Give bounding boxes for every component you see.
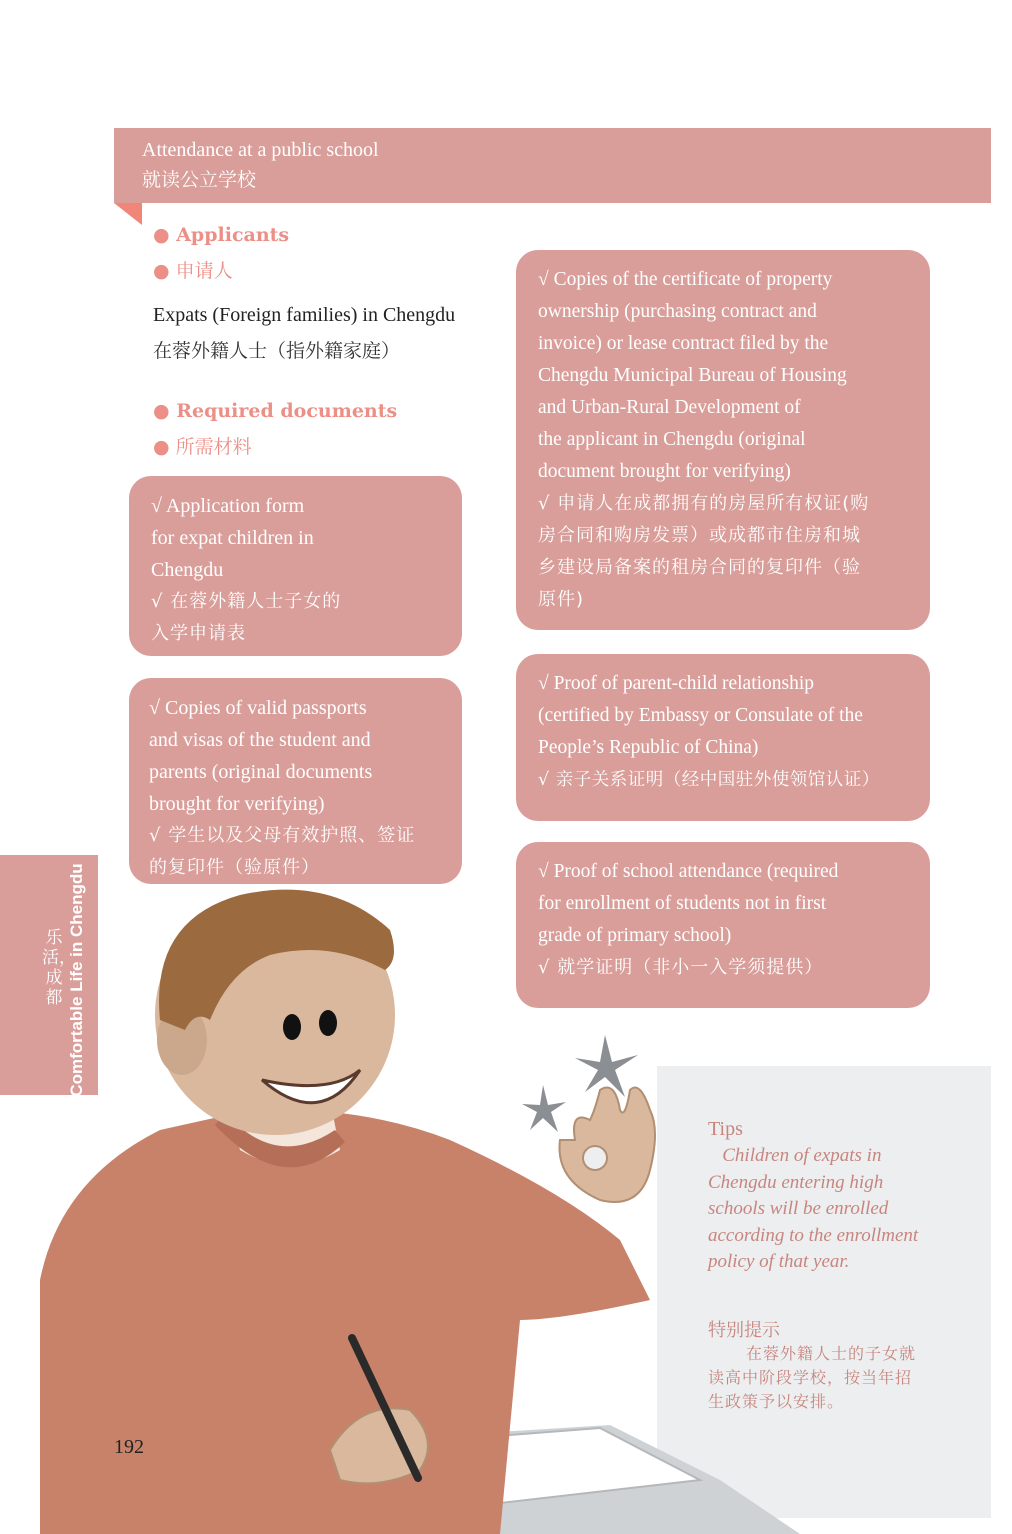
card-line-zh: √ 申请人在成都拥有的房屋所有权证(购	[538, 493, 870, 514]
ok-hand	[560, 1088, 656, 1203]
tips-text-en	[708, 1143, 928, 1276]
required-heading-en: ● Required documents	[153, 400, 398, 422]
card-property-certificate	[516, 250, 930, 630]
card-line: and Urban-Rural Development of	[538, 397, 801, 418]
header-tab-decoration	[114, 203, 142, 225]
card-line: the applicant in Chengdu (original	[538, 429, 806, 450]
applicants-heading-en: ● Applicants	[153, 224, 290, 246]
tips-text-zh: 在蓉外籍人士的子女就读高中阶段学校，按当年招生政策予以安排。	[708, 1344, 917, 1411]
card-line-zh: 的复印件（验原件）	[149, 857, 320, 878]
card-application-form	[129, 476, 462, 656]
card-line: grade of primary school)	[538, 925, 732, 946]
card-line-zh: √ 亲子关系证明（经中国驻外使领馆认证）	[538, 770, 880, 790]
left-eye	[283, 1014, 301, 1040]
applicants-heading-zh: ● 申请人	[153, 260, 233, 282]
card-line-zh: 入学申请表	[151, 623, 246, 644]
card-parent-child	[516, 654, 930, 821]
card-line: Chengdu Municipal Bureau of Housing	[538, 365, 847, 386]
applicants-text-zh: 在蓉外籍人士（指外籍家庭）	[153, 340, 401, 362]
sparkle-small-icon	[522, 1085, 566, 1132]
card-line: Chengdu	[151, 559, 224, 581]
ok-hand-circle	[583, 1146, 607, 1170]
card-line: √ Copies of the certificate of property	[538, 269, 833, 290]
card-line-zh: 房合同和购房发票）或成都市住房和城	[538, 525, 861, 546]
section-title-en: Attendance at a public school	[142, 139, 379, 161]
card-passports	[129, 678, 462, 884]
card-line: for enrollment of students not in first	[538, 893, 827, 914]
side-tab-label-en: Comfortable Life in Chengdu	[67, 863, 86, 1097]
card-line-zh: √ 在蓉外籍人士子女的	[151, 591, 342, 612]
tips-title-en: Tips	[708, 1118, 743, 1140]
page-number: 192	[114, 1436, 144, 1458]
card-line: ownership (purchasing contract and	[538, 301, 817, 322]
card-line: invoice) or lease contract filed by the	[538, 333, 829, 354]
tips-text-en-body: Children of expats in Chengdu entering high schools will be enrolled according to the enrollment policy of that year.	[708, 1145, 919, 1272]
card-line: for expat children in	[151, 527, 314, 549]
card-line: √ Copies of valid passports	[149, 697, 367, 719]
card-line: √ Application form	[151, 495, 305, 517]
card-line: People’s Republic of China)	[538, 737, 759, 758]
card-line: and visas of the student and	[149, 729, 371, 751]
card-line: √ Proof of school attendance (required	[538, 861, 839, 882]
card-line-zh: 原件)	[538, 589, 585, 610]
side-tab-label-zh: 乐活，成都	[42, 928, 76, 1008]
section-title-zh: 就读公立学校	[142, 169, 257, 191]
required-heading-zh: ● 所需材料	[153, 436, 252, 458]
card-line: (certified by Embassy or Consulate of the	[538, 705, 863, 726]
tips-title-zh: 特别提示	[708, 1320, 780, 1341]
card-line: brought for verifying)	[149, 793, 325, 815]
card-line: document brought for verifying)	[538, 461, 791, 482]
applicants-text-en: Expats (Foreign families) in Chengdu	[153, 304, 456, 326]
card-line-zh: √ 就学证明（非小一入学须提供）	[538, 957, 824, 978]
card-line: √ Proof of parent-child relationship	[538, 673, 815, 694]
right-eye	[319, 1010, 337, 1036]
card-line-zh: 乡建设局备案的租房合同的复印件（验	[538, 557, 861, 578]
card-line: parents (original documents	[149, 761, 373, 783]
card-line-zh: √ 学生以及父母有效护照、签证	[149, 825, 416, 846]
